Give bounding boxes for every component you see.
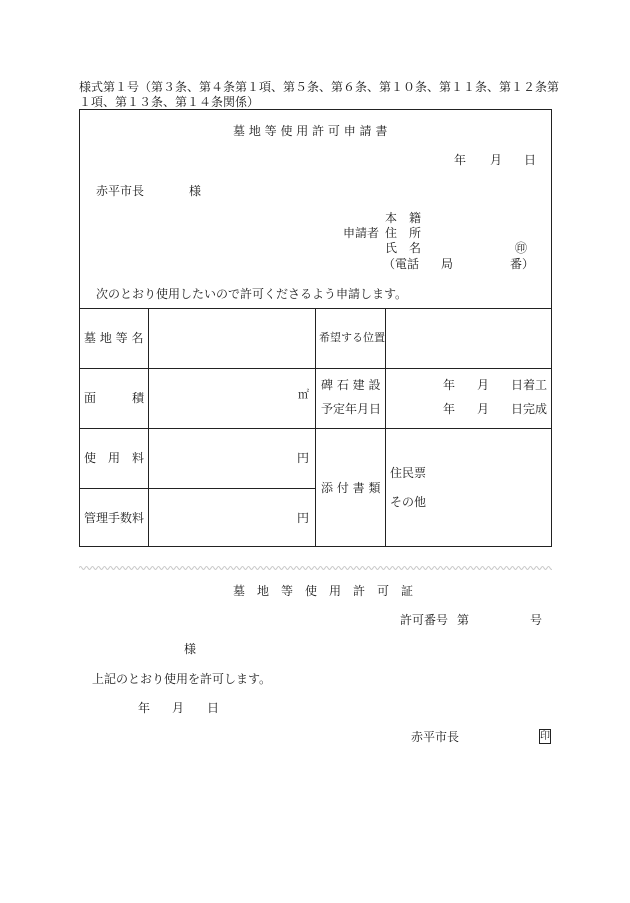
permit-honorific: 様 [184,642,197,656]
form-number: 様式第１号（第３条、第４条第１項、第５条、第６条、第１０条、第１１条、第１２条第１項、第１３条、第１４条関係） [79,80,560,109]
column-line [148,308,149,546]
applicant-name: 氏 名 [385,241,422,255]
permit-issuer: 赤平市長 [411,730,460,744]
column-line [385,308,386,546]
permit-seal: 印 [540,731,550,742]
permit-statement: 上記のとおり使用を許可します。 [92,672,272,686]
application-title: 墓 地 等 使 用 許 可 申 請 書 [233,124,388,138]
applicant-phone-number: 番） [510,257,535,271]
cemetery-name-label: 墓 地 等 名 [84,331,144,345]
applicant-seal: ㊞ [515,241,528,255]
attachments-label: 添 付 書 類 [321,481,381,495]
request-statement: 次のとおり使用したいので許可くださるよう申請します。 [96,287,408,301]
addressee-honorific: 様 [189,184,202,198]
applicant-honseki: 本 籍 [385,211,422,225]
date-month: 月 [490,153,503,167]
construction-complete-year: 年 [443,402,456,416]
construction-start-month: 月 [477,378,490,392]
area-label-left: 面 [84,391,97,405]
usage-fee-label: 使 用 料 [84,451,145,465]
column-line [315,308,316,546]
construction-complete-day: 日完成 [511,402,548,416]
construction-start-year: 年 [443,378,456,392]
applicant-phone-open: （電話 [383,257,420,271]
management-fee-unit: 円 [297,511,310,525]
permit-title: 墓 地 等 使 用 許 可 証 [233,584,414,598]
usage-fee-unit: 円 [297,451,310,465]
area-unit: ㎡ [298,388,309,401]
applicant-address: 住 所 [385,226,422,240]
applicant-phone-exchange: 局 [441,257,454,271]
permit-date-year: 年 [138,701,151,715]
section-divider [79,565,552,571]
permit-number-prefix: 第 [457,613,470,627]
attachment-item-other: その他 [390,495,427,509]
application-form [79,109,552,547]
attachment-item-juminhyo: 住民票 [390,466,427,480]
date-day: 日 [524,153,537,167]
applicant-label: 申請者 [343,226,380,240]
date-year: 年 [454,153,467,167]
addressee: 赤平市長 [96,184,145,198]
permit-number-suffix: 号 [530,613,543,627]
permit-date-month: 月 [172,701,185,715]
row-line [80,488,315,489]
area-label-right: 積 [132,391,145,405]
permit-number-label: 許可番号 [400,613,449,627]
management-fee-label: 管理手数料 [84,511,145,525]
desired-location-label: 希望する位置 [319,331,385,344]
construction-start-day: 日着工 [511,378,548,392]
construction-label-1: 碑 石 建 設 [321,378,381,392]
construction-complete-month: 月 [477,402,490,416]
construction-label-2: 予定年月日 [321,402,382,416]
permit-date-day: 日 [207,701,220,715]
